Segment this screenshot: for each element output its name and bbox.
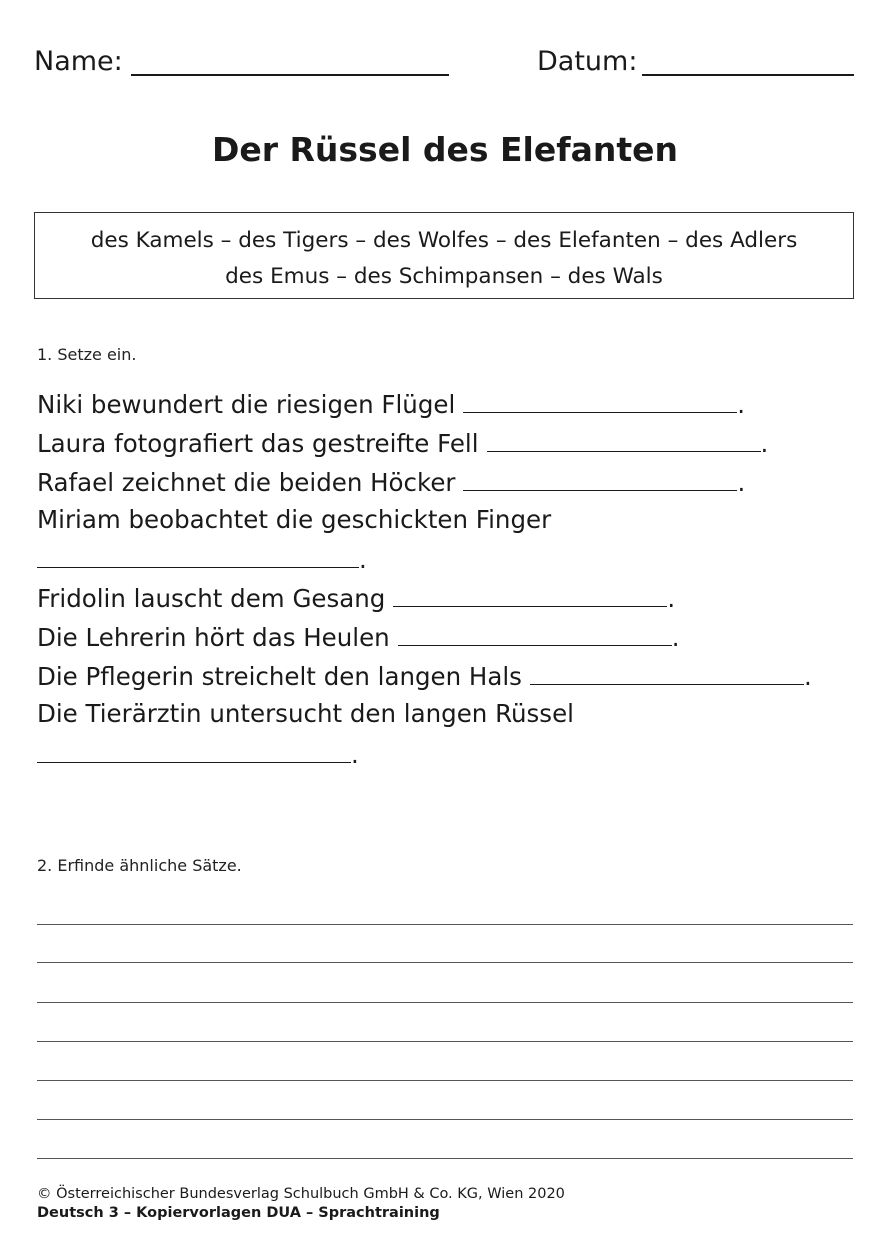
writing-line[interactable] xyxy=(37,1002,853,1003)
footer-series: Deutsch 3 – Kopiervorlagen DUA – Sprachtraining xyxy=(37,1205,440,1221)
writing-line[interactable] xyxy=(37,1119,853,1120)
name-label: Name: xyxy=(34,46,123,77)
word-box xyxy=(34,212,854,299)
answer-blank[interactable] xyxy=(463,466,737,491)
sentence-text: Laura fotografiert das gestreifte Fell xyxy=(37,429,479,458)
date-label: Datum: xyxy=(537,46,638,77)
period: . xyxy=(351,740,359,769)
sentence-text: Rafael zeichnet die beiden Höcker xyxy=(37,468,456,497)
word-box-line-1: des Kamels – des Tigers – des Wolfes – des Elefanten – des Adlers xyxy=(90,228,798,253)
answer-blank[interactable] xyxy=(37,738,351,763)
writing-line[interactable] xyxy=(37,1080,853,1081)
sentence-text: Die Pflegerin streichelt den langen Hals xyxy=(37,662,522,691)
answer-blank[interactable] xyxy=(487,427,761,452)
writing-line[interactable] xyxy=(37,924,853,925)
answer-blank[interactable] xyxy=(393,582,667,607)
date-field[interactable] xyxy=(642,74,854,76)
period: . xyxy=(760,429,769,458)
sentence-3 xyxy=(37,466,745,497)
sentence-1 xyxy=(37,388,745,419)
sentence-7 xyxy=(37,660,812,691)
period: . xyxy=(803,662,812,691)
writing-line[interactable] xyxy=(37,1041,853,1042)
answer-blank[interactable] xyxy=(530,660,804,685)
period: . xyxy=(667,584,676,613)
sentence-text: Fridolin lauscht dem Gesang xyxy=(37,584,386,613)
answer-blank[interactable] xyxy=(463,388,737,413)
period: . xyxy=(737,468,746,497)
task-1-instruction: 1. Setze ein. xyxy=(37,345,137,364)
period: . xyxy=(359,545,367,574)
sentence-text: Die Tierärztin untersucht den langen Rüssel xyxy=(37,699,574,728)
page-title: Der Rüssel des Elefanten xyxy=(211,130,679,169)
word-box-line-2: des Emus – des Schimpansen – des Wals xyxy=(225,264,663,289)
name-field[interactable] xyxy=(131,74,449,76)
sentence-8 xyxy=(37,699,574,728)
writing-line[interactable] xyxy=(37,1158,853,1159)
period: . xyxy=(671,623,680,652)
writing-line[interactable] xyxy=(37,962,853,963)
sentence-4 xyxy=(37,505,551,534)
sentence-text: Niki bewundert die riesigen Flügel xyxy=(37,390,456,419)
period: . xyxy=(737,390,746,419)
task-2-instruction: 2. Erfinde ähnliche Sätze. xyxy=(37,856,242,875)
footer-copyright: © Österreichischer Bundesverlag Schulbuch GmbH & Co. KG, Wien 2020 xyxy=(37,1186,565,1202)
sentence-5 xyxy=(37,582,675,613)
answer-blank[interactable] xyxy=(37,543,359,568)
sentence-6 xyxy=(37,621,680,652)
sentence-2 xyxy=(37,427,768,458)
sentence-8-blank-line xyxy=(37,738,359,769)
sentence-4-blank-line xyxy=(37,543,367,574)
sentence-text: Miriam beobachtet die geschickten Finger xyxy=(37,505,552,534)
answer-blank[interactable] xyxy=(398,621,672,646)
sentence-text: Die Lehrerin hört das Heulen xyxy=(37,623,390,652)
